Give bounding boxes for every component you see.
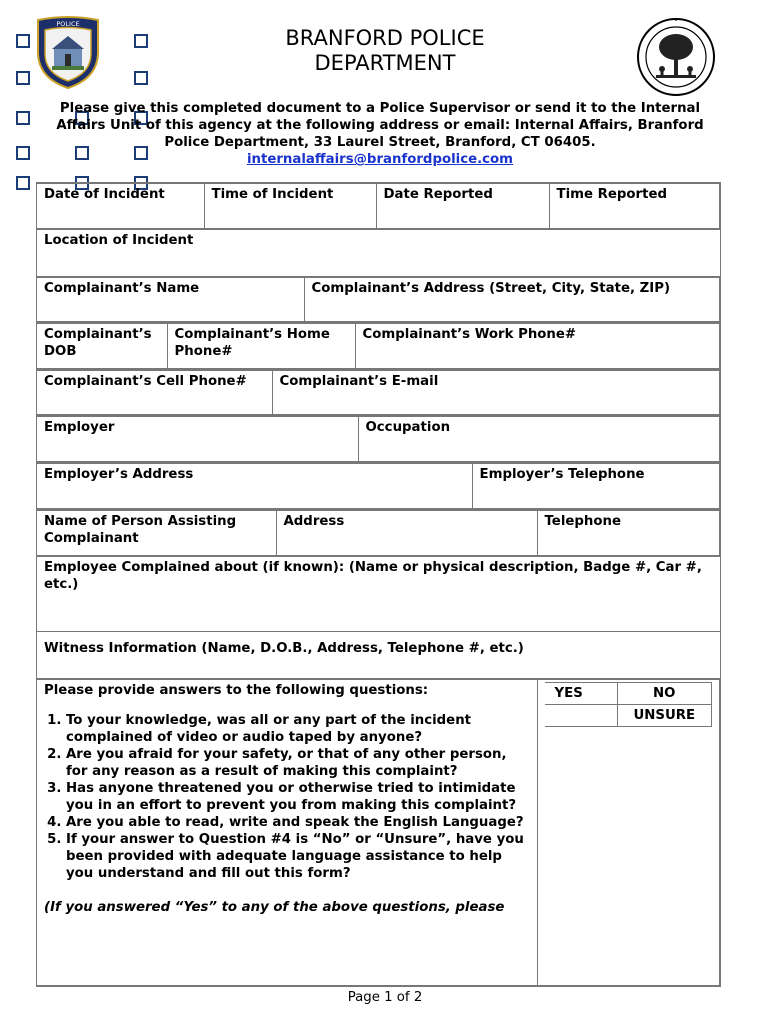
question-5: 5. If your answer to Question #4 is “No” or “Unsure”, have you been provided with adequate language assistance to help you understand and fill out this form? (66, 831, 530, 882)
assisting-telephone-field[interactable]: Telephone (537, 511, 720, 556)
assisting-address-field[interactable]: Address (276, 511, 537, 556)
question-4: 4. Are you able to read, write and speak the English Language? (66, 814, 530, 831)
checkbox[interactable] (16, 146, 30, 160)
time-reported-field[interactable]: Time Reported (549, 184, 720, 229)
person-assisting-field[interactable]: Name of Person Assisting Complainant (37, 511, 276, 556)
complainant-email-field[interactable]: Complainant’s E-mail (272, 371, 720, 415)
complainant-name-row (37, 277, 721, 323)
checkbox[interactable] (16, 176, 30, 190)
incident-dates-row (37, 183, 721, 230)
employer-address-row (37, 463, 721, 510)
police-badge-logo (32, 14, 104, 90)
occupation-field[interactable]: Occupation (358, 417, 720, 462)
employer-address-field[interactable]: Employer’s Address (37, 464, 472, 509)
checkbox[interactable] (16, 34, 30, 48)
checkbox[interactable] (16, 71, 30, 85)
employee-complained-field[interactable]: Employee Complained about (if known): (Name or physical description, Badge #, Car #, etc.) (37, 557, 721, 632)
questions-intro: Please provide answers to the following questions: (44, 683, 429, 698)
complaint-form (36, 182, 721, 987)
witness-info-field[interactable]: Witness Information (Name, D.O.B., Address, Telephone #, etc.) (37, 632, 721, 679)
employer-telephone-field[interactable]: Employer’s Telephone (472, 464, 720, 509)
question-1: 1. To your knowledge, was all or any part of the incident complained of video or audio taped by anyone? (66, 712, 530, 746)
complainant-cell-phone-field[interactable]: Complainant’s Cell Phone# (37, 371, 272, 415)
instructions (40, 100, 720, 168)
checkbox[interactable] (16, 111, 30, 125)
instructions-text: Please give this completed document to a Police Supervisor or send it to the Internal Affairs Unit of this agency at the following address or email: Internal Affairs, Branford Police Department, 33 Laurel Street, Branford, CT 06405. (56, 101, 704, 150)
date-reported-field[interactable]: Date Reported (376, 184, 549, 229)
title-line-2: DEPARTMENT (314, 51, 456, 75)
town-seal-logo (636, 17, 716, 97)
date-of-incident-field[interactable]: Date of Incident (37, 184, 204, 229)
unsure-header: UNSURE (617, 705, 712, 727)
complainant-work-phone-field[interactable]: Complainant’s Work Phone# (355, 324, 720, 369)
complainant-home-phone-field[interactable]: Complainant’s Home Phone# (167, 324, 355, 369)
no-header: NO (617, 683, 712, 705)
employer-field[interactable]: Employer (37, 417, 358, 462)
answer-column (537, 680, 720, 986)
checkbox[interactable] (134, 34, 148, 48)
time-of-incident-field[interactable]: Time of Incident (204, 184, 376, 229)
title-line-1: BRANFORD POLICE (285, 26, 485, 50)
email-link[interactable]: internalaffairs@branfordpolice.com (246, 152, 514, 167)
complainant-address-field[interactable]: Complainant’s Address (Street, City, State, ZIP) (304, 278, 720, 322)
questions-list (37, 680, 537, 986)
question-2: 2. Are you afraid for your safety, or that of any other person, for any reason as a result of making this complaint? (66, 746, 530, 780)
page-title (230, 26, 540, 76)
svg-text:POLICE: POLICE (56, 20, 80, 28)
employer-row (37, 416, 721, 463)
complainant-contact-row (37, 370, 721, 416)
yes-header: YES (545, 683, 618, 705)
question-items (44, 712, 530, 882)
location-of-incident-field[interactable]: Location of Incident (37, 230, 721, 277)
complainant-phone-row (37, 323, 721, 370)
question-3: 3. Has anyone threatened you or otherwise tried to intimidate you in an effort to prevent you from making this complaint? (66, 780, 530, 814)
complainant-name-field[interactable]: Complainant’s Name (37, 278, 304, 322)
assisting-person-row (37, 510, 721, 557)
page-number: Page 1 of 2 (347, 990, 423, 1005)
complainant-dob-field[interactable]: Complainant’s DOB (37, 324, 167, 369)
questions-section (37, 679, 721, 987)
questions-note: (If you answered “Yes” to any of the above questions, please (44, 900, 505, 915)
checkbox[interactable] (134, 71, 148, 85)
